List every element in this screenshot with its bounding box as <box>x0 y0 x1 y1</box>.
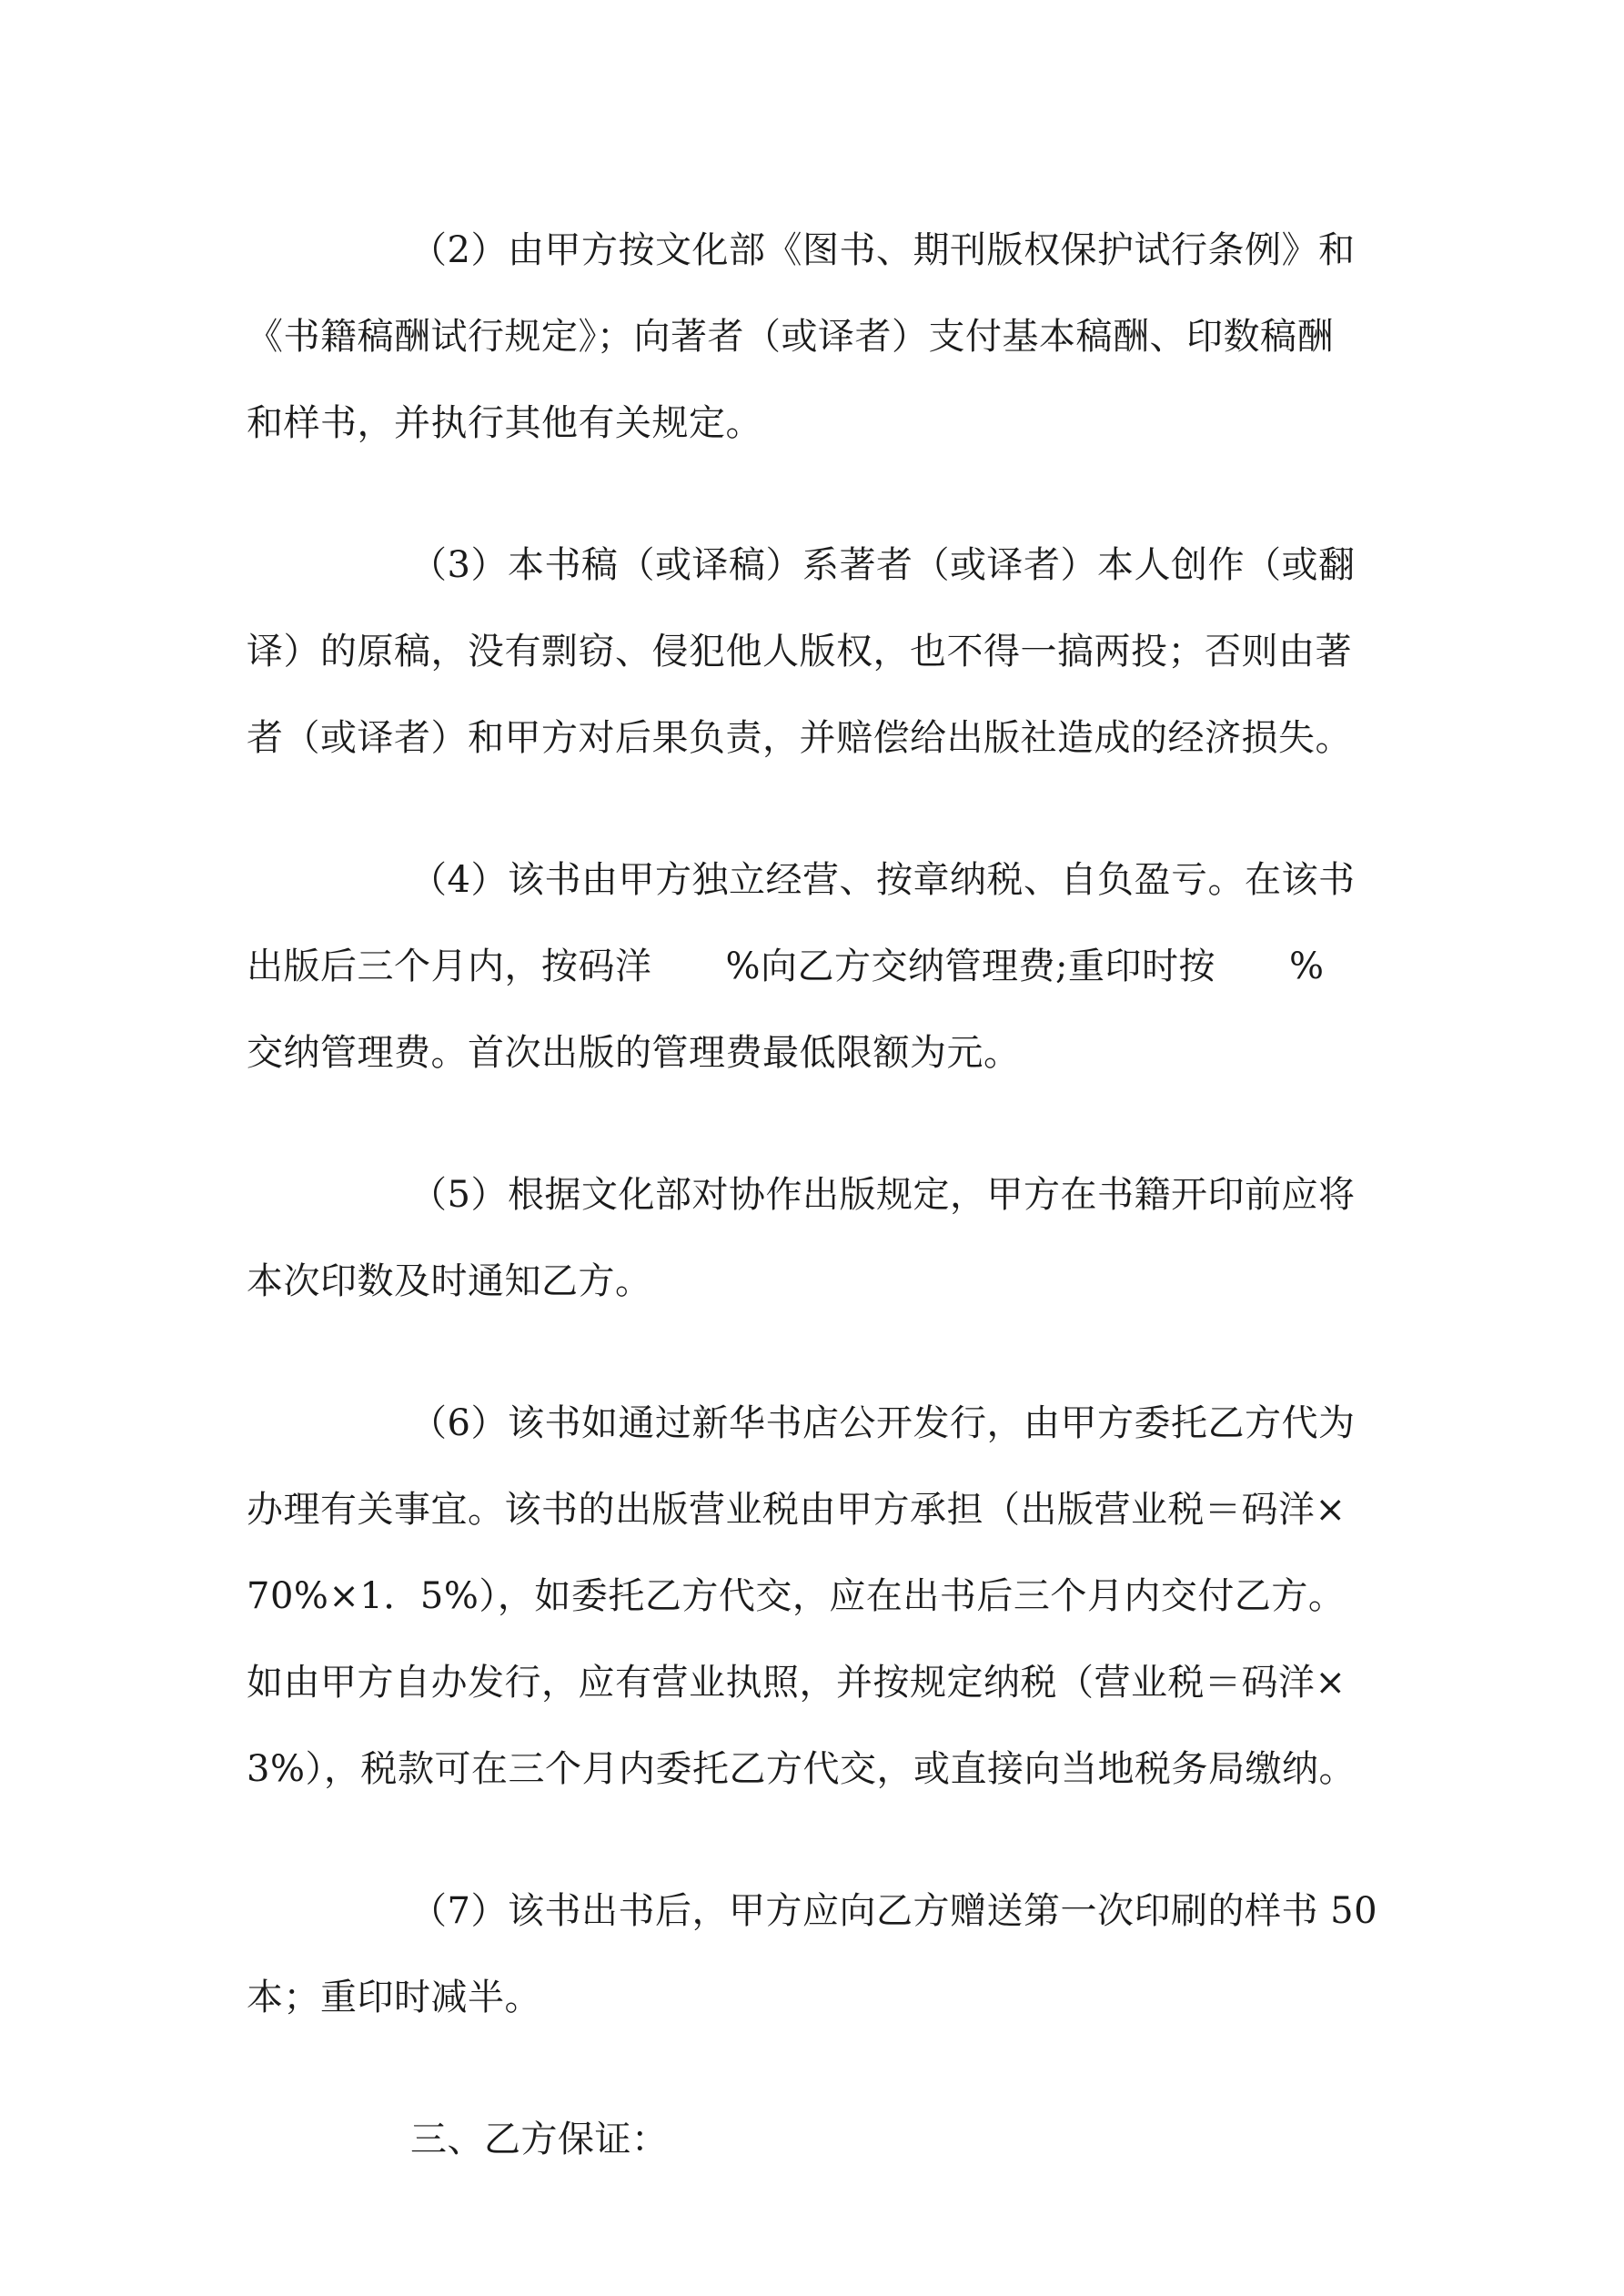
clause-3-paragraph <box>247 522 1393 782</box>
clause-3-line-3: 者（或译者）和甲方对后果负责，并赔偿给出版社造成的经济损失。 <box>247 717 1352 759</box>
clause-2-line-3: 和样书，并执行其他有关规定。 <box>247 402 762 444</box>
clause-5-line-2: 本次印数及时通知乙方。 <box>247 1260 652 1302</box>
clause-6-line-4: 如由甲方自办发行，应有营业执照，并按规定纳税（营业税＝码洋× <box>247 1662 1347 1704</box>
clause-6-line-5: 3%），税款可在三个月内委托乙方代交，或直接向当地税务局缴纳。 <box>247 1748 1356 1790</box>
clause-6-line-1: （6）该书如通过新华书店公开发行，由甲方委托乙方代为 <box>410 1402 1356 1444</box>
clause-4-paragraph <box>247 837 1393 1097</box>
clause-7-line-1: （7）该书出书后，甲方应向乙方赠送第一次印刷的样书 50 <box>410 1890 1378 1932</box>
clause-5-line-1: （5）根据文化部对协作出版规定，甲方在书籍开印前应将 <box>410 1174 1356 1216</box>
clause-2-line-2: 《书籍稿酬试行规定》；向著者（或译者）支付基本稿酬、印数稿酬 <box>247 316 1334 358</box>
clause-7-line-2: 本；重印时减半。 <box>247 1977 541 2018</box>
clause-2-paragraph <box>247 207 1393 467</box>
clause-5-paragraph <box>247 1152 1393 1325</box>
clause-6-line-3: 70%×1．5%），如委托乙方代交，应在出书后三个月内交付乙方。 <box>247 1575 1346 1617</box>
clause-6-line-2: 办理有关事宜。该书的出版营业税由甲方承担（出版营业税＝码洋× <box>247 1489 1347 1531</box>
clause-7-paragraph <box>247 1868 1393 2041</box>
clause-3-line-1: （3）本书稿（或译稿）系著者（或译者）本人创作（或翻 <box>410 544 1356 586</box>
clause-4-line-1: （4）该书由甲方独立经营、按章纳税、自负盈亏。在该书 <box>410 859 1356 901</box>
clause-4-line-3: 交纳管理费。首次出版的管理费最低限额为元。 <box>247 1032 1021 1074</box>
clause-3-line-2: 译）的原稿，没有剽窃、侵犯他人版权，也不得一搞两投；否则由著 <box>247 631 1352 673</box>
section-heading: 三、乙方保证： <box>410 2119 669 2160</box>
document-body <box>247 207 1393 2183</box>
clause-2-line-1: （2）由甲方按文化部《图书、期刊版权保护试行条例》和 <box>410 229 1356 271</box>
clause-6-paragraph <box>247 1381 1393 1813</box>
clause-4-line-2: 出版后三个月内，按码洋 %向乙方交纳管理费;重印时按 % <box>247 946 1325 987</box>
